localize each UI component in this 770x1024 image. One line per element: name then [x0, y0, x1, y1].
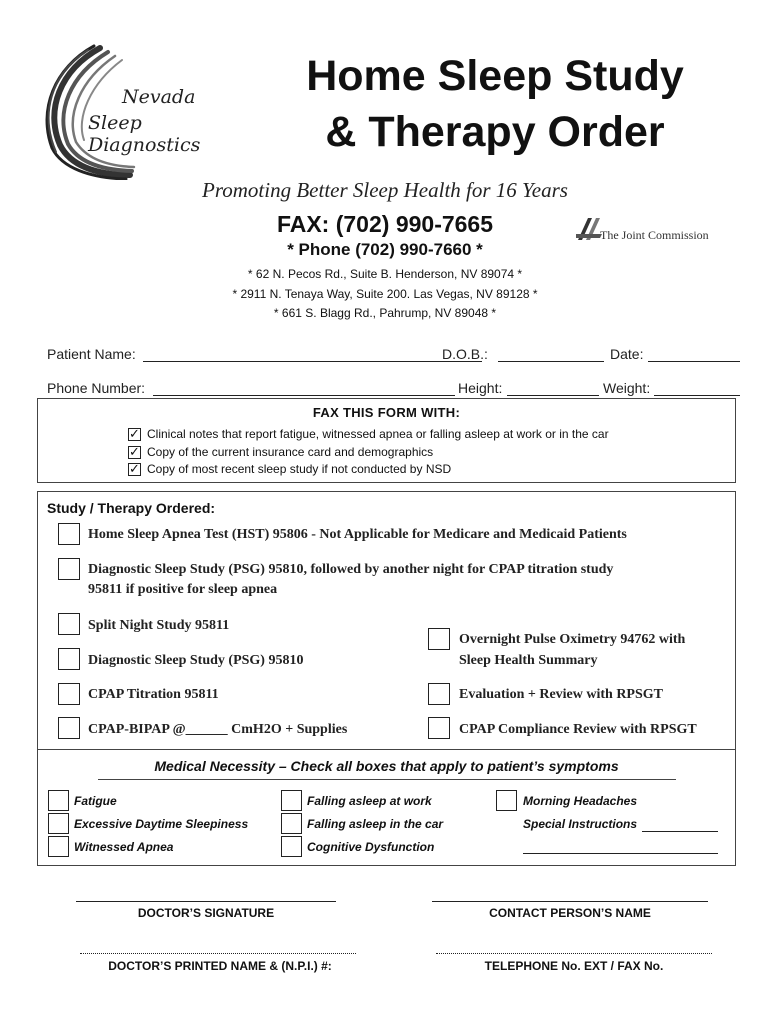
joint-commission-badge [576, 214, 716, 244]
special-instructions-field-2[interactable] [523, 853, 718, 854]
patient-row-1 [47, 346, 740, 366]
weight-field[interactable] [654, 395, 740, 396]
fax-item-label: Copy of most recent sleep study if not conducted by NSD [147, 462, 452, 476]
swoosh-logo-icon [40, 40, 255, 180]
fax-number: FAX: (702) 990-7665 [276, 211, 494, 237]
cpap-titration-checkbox[interactable] [58, 683, 80, 705]
bipap-label: CPAP-BIPAP @______ CmH2O + Supplies [88, 722, 348, 737]
date-field[interactable] [648, 361, 740, 362]
address-pahrump: * 661 S. Blagg Rd., Pahrump, NV 89048 * [273, 306, 497, 320]
logo-line1: Nevada [122, 86, 196, 108]
daytime-sleepiness-checkbox[interactable] [48, 813, 69, 834]
company-logo [40, 40, 255, 180]
phone-number: * Phone (702) 990-7660 * [287, 240, 483, 259]
patient-name-field[interactable] [143, 361, 482, 362]
patient-name-label: Patient Name: [47, 346, 136, 362]
compliance-checkbox[interactable] [428, 717, 450, 739]
psg-titration-checkbox[interactable] [58, 558, 80, 580]
date-label: Date: [610, 346, 644, 362]
doctor-printed-line[interactable] [80, 953, 356, 954]
doctor-printed-label: DOCTOR’S PRINTED NAME & (N.P.I.) #: [108, 959, 332, 973]
evaluation-label: Evaluation + Review with RPSGT [459, 687, 663, 702]
contact-name-label: CONTACT PERSON’S NAME [489, 906, 651, 920]
medical-header-rule [98, 779, 676, 780]
compliance-label: CPAP Compliance Review with RPSGT [459, 722, 697, 737]
patient-row-2 [47, 380, 740, 400]
witnessed-apnea-label: Witnessed Apnea [74, 840, 174, 854]
address-las-vegas: * 2911 N. Tenaya Way, Suite 200. Las Vegas, NV 89128 * [232, 287, 538, 301]
fax-item-insurance [128, 445, 433, 459]
cpap-titration-label: CPAP Titration 95811 [88, 687, 219, 702]
dob-field[interactable] [498, 361, 604, 362]
split-night-checkbox[interactable] [58, 613, 80, 635]
evaluation-checkbox[interactable] [428, 683, 450, 705]
checked-box-icon[interactable]: ✓ [129, 425, 140, 441]
fax-item-sleep-study [128, 462, 451, 476]
bipap-checkbox[interactable] [58, 717, 80, 739]
fax-form-header: FAX THIS FORM WITH: [312, 405, 461, 420]
doctor-signature-line[interactable] [76, 901, 336, 902]
special-instructions-label: Special Instructions [523, 817, 638, 831]
psg-label: Diagnostic Sleep Study (PSG) 95810 [88, 653, 304, 668]
fax-requirements-box [37, 398, 736, 483]
fax-item-clinical-notes [128, 427, 609, 441]
contact-name-line[interactable] [432, 901, 708, 902]
telephone-line[interactable] [436, 953, 712, 954]
special-instructions-field-1[interactable] [642, 831, 718, 832]
asleep-work-checkbox[interactable] [281, 790, 302, 811]
phone-number-field[interactable] [153, 395, 455, 396]
fatigue-label: Fatigue [74, 794, 117, 808]
oximetry-checkbox[interactable] [428, 628, 450, 650]
split-night-label: Split Night Study 95811 [88, 618, 230, 633]
daytime-sleepiness-label: Excessive Daytime Sleepiness [74, 817, 249, 831]
height-label: Height: [458, 380, 503, 396]
section-divider [38, 749, 735, 750]
dob-label: D.O.B.: [442, 346, 488, 362]
psg-titration-label-1: Diagnostic Sleep Study (PSG) 95810, followed by another night for CPAP titration study [88, 562, 614, 577]
asleep-car-label: Falling asleep in the car [307, 817, 444, 831]
checked-box-icon[interactable]: ✓ [129, 460, 140, 476]
psg-checkbox[interactable] [58, 648, 80, 670]
title-line2: & Therapy Order [325, 108, 665, 156]
checked-box-icon[interactable]: ✓ [129, 443, 140, 459]
joint-commission-label: The Joint Commission [600, 228, 709, 242]
address-henderson: * 62 N. Pecos Rd., Suite B. Henderson, NV 89074 * [247, 267, 523, 281]
fax-item-label: Clinical notes that report fatigue, witnessed apnea or falling asleep at work or in the car [147, 427, 609, 441]
fatigue-checkbox[interactable] [48, 790, 69, 811]
hst-checkbox[interactable] [58, 523, 80, 545]
oximetry-label-1: Overnight Pulse Oximetry 94762 with [459, 632, 686, 647]
height-field[interactable] [507, 395, 599, 396]
title-line1: Home Sleep Study [306, 52, 684, 100]
psg-titration-label-2: 95811 if positive for sleep apnea [88, 582, 278, 597]
weight-label: Weight: [603, 380, 651, 396]
witnessed-apnea-checkbox[interactable] [48, 836, 69, 857]
study-therapy-box [37, 491, 736, 866]
phone-number-label: Phone Number: [47, 380, 146, 396]
page-title [255, 48, 735, 160]
morning-headaches-checkbox[interactable] [496, 790, 517, 811]
oximetry-label-2: Sleep Health Summary [459, 653, 598, 668]
cognitive-checkbox[interactable] [281, 836, 302, 857]
morning-headaches-label: Morning Headaches [523, 794, 638, 808]
study-header: Study / Therapy Ordered: [47, 500, 216, 516]
asleep-car-checkbox[interactable] [281, 813, 302, 834]
doctor-signature-label: DOCTOR’S SIGNATURE [137, 906, 275, 920]
cognitive-label: Cognitive Dysfunction [307, 840, 435, 854]
medical-necessity-header: Medical Necessity – Check all boxes that apply to patient’s symptoms [154, 758, 619, 774]
logo-line2: Sleep Diagnostics [88, 112, 201, 156]
fax-item-label: Copy of the current insurance card and demographics [147, 445, 434, 459]
tagline: Promoting Better Sleep Health for 16 Years [202, 178, 568, 202]
hst-label: Home Sleep Apnea Test (HST) 95806 - Not Applicable for Medicare and Medicaid Patients [88, 527, 627, 542]
telephone-label: TELEPHONE No. EXT / FAX No. [484, 959, 664, 973]
asleep-work-label: Falling asleep at work [307, 794, 432, 808]
